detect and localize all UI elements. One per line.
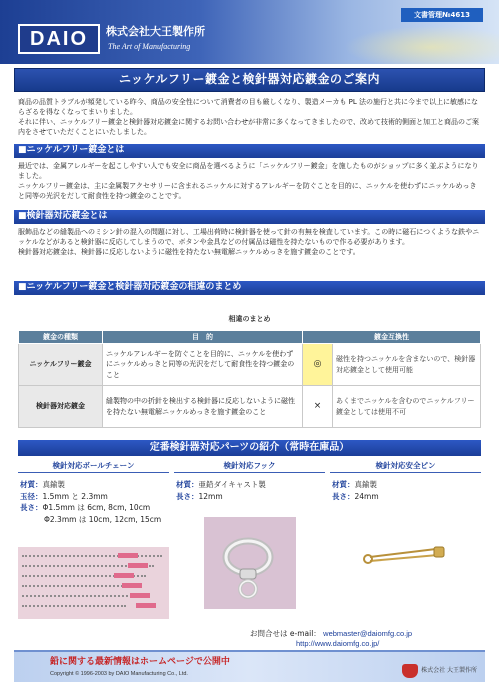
footer-bar bbox=[14, 650, 485, 682]
header-banner bbox=[0, 0, 499, 64]
intro-paragraph-2: それに伴い、ニッケルフリー鍍金と検針器対応鍍金に関するお問い合わせが非常に多くなってきましたので、改めて技術的側面と加工と商品のご案内をさせていただくことにいたしました。 bbox=[18, 118, 479, 137]
section-body-detector bbox=[18, 227, 483, 257]
section-heading-detector: ■検針器対応鍍金とは bbox=[14, 210, 485, 224]
detector-paragraph-2: 検針器対応鍍金は、検針器に反応しないように磁性を持たない無電解ニッケルめっきを施す鍍金のことです。 bbox=[18, 248, 360, 257]
doc-number-badge: 文書管理№4613 bbox=[401, 8, 483, 22]
company-name: 株式会社大王製作所 bbox=[106, 25, 205, 38]
company-logo bbox=[18, 24, 100, 54]
part-specs bbox=[330, 473, 481, 502]
row-compat: 磁性を持つニッケルを含まないので、検針器対応鍍金として使用可能 bbox=[333, 344, 481, 386]
row-purpose: ニッケルアレルギーを防ぐことを目的に、ニッケルを使わずにニッケルめっきと同等の光沢をだして耐食性を持つ鍍金のこと bbox=[103, 344, 303, 386]
logo-text: DAIO bbox=[30, 27, 88, 50]
spec-label: 材質： bbox=[332, 480, 355, 489]
table-row bbox=[19, 386, 481, 428]
website-link[interactable]: http://www.daiomfg.co.jp/ bbox=[296, 639, 380, 649]
row-name: ニッケルフリー鍍金 bbox=[19, 344, 103, 386]
row-mark: ◎ bbox=[303, 344, 333, 386]
detector-paragraph-1: 服飾品などの縫製品へのミシン針の混入の問題に対し、工場出荷時に検針器を使って針の有無を検査しています。この時に磁石につくような鉄やニッケルなどがあると検針器に反応してしまうので、ボタンや金具などの付属品は磁性を持たないもので作る必要があります。 bbox=[18, 228, 480, 247]
intro-paragraph-1: 商品の品質トラブルが頻発している昨今、商品の安全性について消費者の目も厳しくなり、製造メーカも PL 法の施行と共に今まで以上に敏感にならざるを得なくなってまいりました。 bbox=[18, 98, 479, 117]
header-decoration bbox=[329, 22, 499, 64]
hook-photo bbox=[204, 517, 296, 609]
part-title: 検針対応ボールチェーン bbox=[18, 459, 169, 473]
part-specs bbox=[174, 473, 325, 502]
spec-value: 24mm bbox=[354, 491, 379, 501]
spec-value: Φ1.5mm は 6cm, 8cm, 10cm bbox=[42, 503, 151, 513]
section-heading-comparison: ■ニッケルフリー鍍金と検針器対応鍍金の相違のまとめ bbox=[14, 281, 485, 295]
table-caption: 相違のまとめ bbox=[228, 315, 271, 323]
part-specs bbox=[18, 473, 169, 526]
nickel-free-paragraph-1: 最近では、金属アレルギーを起こしやすい人でも安全に商品を選べるように「ニッケルフリー鍍金」を施したものがショップに多く並ぶようになりました。 bbox=[18, 162, 479, 181]
part-safety-pin bbox=[330, 459, 481, 625]
spec-label: 長さ： bbox=[332, 491, 355, 501]
part-title: 検針対応安全ピン bbox=[330, 459, 481, 473]
daio-mark-icon bbox=[402, 664, 418, 678]
row-purpose: 縫製物の中の折針を検出する検針器に反応しないように磁性を持たない無電解ニッケルめっきを施す鍍金のこと bbox=[103, 386, 303, 428]
table-header-compat: 鍍金互換性 bbox=[303, 331, 481, 344]
part-hook bbox=[174, 459, 325, 625]
intro-text bbox=[18, 97, 483, 138]
footer-company-name: 株式会社 大王製作所 bbox=[421, 666, 477, 674]
table-header-type: 鍍金の種類 bbox=[19, 331, 103, 344]
page-title: ニッケルフリー鍍金と検針器対応鍍金のご案内 bbox=[14, 68, 485, 92]
spec-value: 真鍮製 bbox=[354, 480, 377, 489]
spec-label: 材質： bbox=[176, 480, 199, 489]
hook-icon bbox=[204, 517, 296, 609]
spec-value: 1.5mm と 2.3mm bbox=[42, 491, 108, 501]
comparison-table bbox=[18, 330, 481, 428]
row-compat: あくまでニッケルを含むのでニッケルフリー鍍金としては使用不可 bbox=[333, 386, 481, 428]
table-header-purpose: 目 的 bbox=[103, 331, 303, 344]
parts-heading: 定番検針器対応パーツの紹介（常時在庫品） bbox=[18, 440, 481, 456]
contact-block bbox=[250, 629, 412, 649]
spec-value: 12mm bbox=[198, 491, 223, 501]
spec-label: 長さ： bbox=[20, 503, 43, 513]
section-body-nickel-free bbox=[18, 161, 483, 202]
contact-label: お問合せは bbox=[250, 629, 288, 638]
part-title: 検針対応フック bbox=[174, 459, 325, 473]
email-label: e-mail： bbox=[289, 629, 321, 638]
footer-message: 鉛に関する最新情報はホームページで公開中 bbox=[50, 657, 230, 667]
table-row bbox=[19, 344, 481, 386]
spec-value: 真鍮製 bbox=[42, 480, 65, 489]
spec-label: 長さ： bbox=[176, 491, 199, 501]
row-name: 検針器対応鍍金 bbox=[19, 386, 103, 428]
spec-value: 亜鉛ダイキャスト製 bbox=[198, 480, 266, 489]
spec-label: 玉径： bbox=[20, 491, 43, 501]
footer-logo bbox=[402, 664, 477, 678]
safety-pin-icon bbox=[358, 519, 452, 589]
nickel-free-paragraph-2: ニッケルフリー鍍金は、主に金属製アクセサリーに含まれるニッケルに対するアレルギーを防ぐことを目的に、ニッケルを使わずにニッケルめっきと同等の光沢をだして耐食性を持つ鍍金のことです。 bbox=[18, 182, 477, 201]
copyright-text: Copyright © 1996-2003 by DAIO Manufacturing Co., Ltd. bbox=[50, 671, 188, 677]
safety-pin-photo bbox=[358, 519, 452, 589]
section-heading-nickel-free: ■ニッケルフリー鍍金とは bbox=[14, 144, 485, 158]
spec-label: 材質： bbox=[20, 480, 43, 489]
email-link[interactable]: webmaster@daiomfg.co.jp bbox=[323, 629, 413, 638]
part-ball-chain bbox=[18, 459, 169, 625]
ball-chain-photo bbox=[18, 547, 169, 619]
spec-value: Φ2.3mm は 10cm, 12cm, 15cm bbox=[44, 514, 162, 524]
row-mark: × bbox=[303, 386, 333, 428]
company-tagline: The Art of Manufacturing bbox=[108, 42, 191, 51]
